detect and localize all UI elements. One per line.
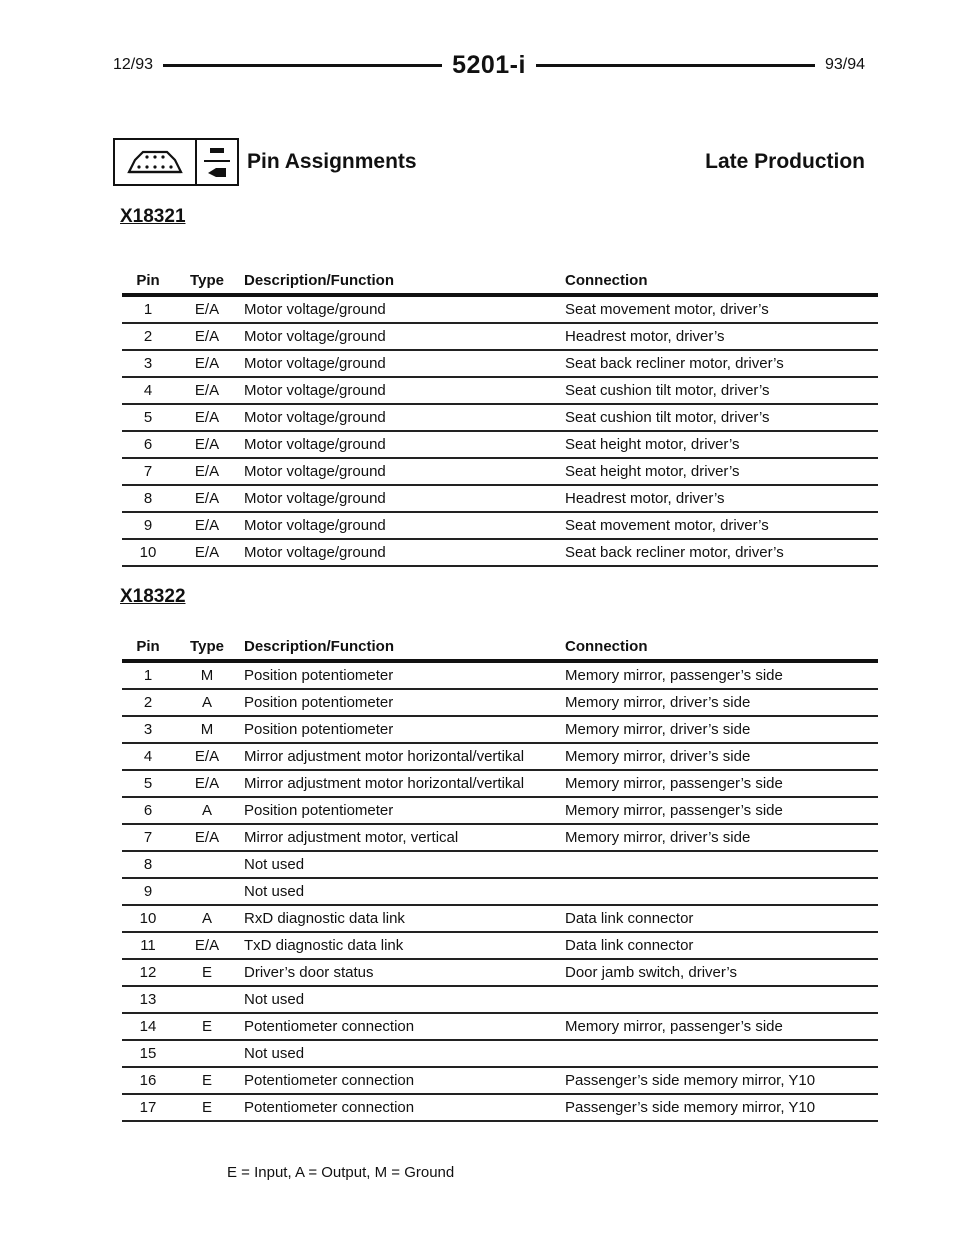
table-header (122, 633, 878, 661)
connection-cell: Data link connector (565, 910, 694, 927)
pin-cell: 13 (139, 991, 157, 1008)
description-cell: Driver’s door status (244, 964, 374, 981)
pin-cell: 7 (143, 829, 153, 846)
pin-cell: 9 (143, 517, 153, 534)
pin-cell: 5 (143, 775, 153, 792)
connection-cell: Memory mirror, passenger’s side (565, 1018, 783, 1035)
connection-cell: Seat movement motor, driver’s (565, 517, 769, 534)
pin-cell: 1 (143, 667, 153, 684)
table-row (122, 851, 878, 878)
pin-cell: 2 (143, 328, 153, 345)
connection-cell: Seat height motor, driver’s (565, 436, 740, 453)
col-type-header: Type (190, 637, 224, 655)
table-row (122, 905, 878, 932)
description-cell: Potentiometer connection (244, 1099, 415, 1116)
table-row (122, 743, 878, 770)
description-cell: Position potentiometer (244, 721, 394, 738)
pin-cell: 3 (143, 721, 153, 738)
connection-cell: Passenger’s side memory mirror, Y10 (565, 1099, 816, 1116)
pin-cell: 14 (139, 1018, 157, 1035)
type-cell: E/A (194, 382, 220, 399)
description-cell: Motor voltage/ground (244, 382, 386, 399)
pin-table-body (122, 661, 878, 1121)
pin-cell: 12 (139, 964, 157, 981)
pin-cell: 6 (143, 802, 153, 819)
table-row (122, 485, 878, 512)
car-diagnostic-icon (115, 140, 195, 184)
description-cell: Motor voltage/ground (244, 544, 386, 561)
connection-cell: Passenger’s side memory mirror, Y10 (565, 1072, 816, 1089)
description-cell: Not used (244, 856, 305, 873)
table-row (122, 377, 878, 404)
connection-cell: Headrest motor, driver’s (565, 328, 725, 345)
table-row (122, 959, 878, 986)
table-row (122, 824, 878, 851)
table-row (122, 797, 878, 824)
type-cell: E/A (194, 436, 220, 453)
description-cell: Motor voltage/ground (244, 436, 386, 453)
pin-cell: 4 (143, 382, 153, 399)
description-cell: Motor voltage/ground (244, 490, 386, 507)
pin-table-x18322 (122, 633, 878, 1122)
type-cell: A (201, 694, 212, 711)
table-header (122, 267, 878, 295)
description-cell: Position potentiometer (244, 802, 394, 819)
pin-cell: 10 (139, 544, 157, 561)
type-cell: E/A (194, 775, 220, 792)
description-cell: Not used (244, 883, 305, 900)
type-cell: E/A (194, 544, 220, 561)
table-row (122, 1040, 878, 1067)
connector-heading-x18321: X18321 (120, 206, 186, 227)
type-cell (174, 1040, 240, 1067)
col-pin-header: Pin (136, 271, 160, 289)
connection-cell: Memory mirror, driver’s side (565, 829, 751, 846)
table-row (122, 1013, 878, 1040)
type-cell: M (200, 667, 214, 684)
header-code: 5201-i (452, 50, 526, 79)
col-type-header: Type (190, 271, 224, 289)
header-right-date: 93/94 (824, 56, 866, 73)
type-cell: E/A (194, 409, 220, 426)
pin-cell: 7 (143, 463, 153, 480)
pin-cell: 5 (143, 409, 153, 426)
description-cell: Not used (244, 991, 305, 1008)
pin-cell: 1 (143, 301, 153, 318)
description-cell: Motor voltage/ground (244, 409, 386, 426)
description-cell: Not used (244, 1045, 305, 1062)
type-legend: E = Input, A = Output, M = Ground (227, 1164, 455, 1181)
description-cell: Position potentiometer (244, 667, 394, 684)
type-cell: E/A (194, 517, 220, 534)
connection-cell: Seat back recliner motor, driver’s (565, 355, 784, 372)
description-cell: Mirror adjustment motor horizontal/vertikal (244, 748, 525, 765)
description-cell: Motor voltage/ground (244, 355, 386, 372)
col-conn-header: Connection (565, 271, 648, 289)
connection-cell: Seat back recliner motor, driver’s (565, 544, 784, 561)
pin-cell: 17 (139, 1099, 157, 1116)
col-desc-header: Description/Function (244, 271, 394, 289)
type-cell: E/A (194, 829, 220, 846)
description-cell: Motor voltage/ground (244, 517, 386, 534)
type-cell (174, 851, 240, 878)
page-header (113, 50, 865, 80)
connection-cell: Data link connector (565, 937, 694, 954)
table-row (122, 458, 878, 485)
connection-cell: Memory mirror, driver’s side (565, 748, 751, 765)
title-row (113, 138, 865, 186)
connection-cell (565, 878, 878, 905)
type-cell: E/A (194, 490, 220, 507)
table-row (122, 661, 878, 689)
type-cell: E/A (194, 301, 220, 318)
pin-cell: 11 (140, 937, 156, 954)
table-row (122, 350, 878, 377)
connector-heading-x18322: X18322 (120, 586, 186, 607)
table-row (122, 512, 878, 539)
connection-cell (565, 851, 878, 878)
table-row (122, 716, 878, 743)
connection-cell: Headrest motor, driver’s (565, 490, 725, 507)
table-row (122, 770, 878, 797)
pin-cell: 8 (143, 856, 153, 873)
header-rule-right (536, 64, 815, 67)
table-row (122, 431, 878, 458)
col-pin-header: Pin (136, 637, 160, 655)
connection-cell: Memory mirror, driver’s side (565, 721, 751, 738)
description-cell: Motor voltage/ground (244, 328, 386, 345)
pin-cell: 3 (143, 355, 153, 372)
type-cell: E/A (194, 355, 220, 372)
connection-cell: Seat cushion tilt motor, driver’s (565, 382, 770, 399)
description-cell: Mirror adjustment motor, vertical (244, 829, 459, 846)
pin-table-body (122, 295, 878, 566)
pin-cell: 2 (143, 694, 153, 711)
table-row (122, 404, 878, 431)
connection-cell (565, 986, 878, 1013)
type-cell: E/A (194, 937, 220, 954)
pin-cell: 8 (143, 490, 153, 507)
section-icons (113, 138, 239, 186)
table-row (122, 539, 878, 566)
description-cell: TxD diagnostic data link (244, 937, 404, 954)
pin-cell: 10 (139, 910, 157, 927)
connection-cell: Memory mirror, passenger’s side (565, 667, 783, 684)
connection-cell: Memory mirror, driver’s side (565, 694, 751, 711)
connection-cell: Seat height motor, driver’s (565, 463, 740, 480)
pin-cell: 9 (143, 883, 153, 900)
type-cell: E (201, 964, 212, 981)
pin-cell: 15 (139, 1045, 157, 1062)
pin-cell: 16 (139, 1072, 157, 1089)
type-cell: E/A (194, 748, 220, 765)
table-row (122, 689, 878, 716)
col-desc-header: Description/Function (244, 637, 394, 655)
table-row (122, 932, 878, 959)
type-cell: E (201, 1099, 212, 1116)
table-row (122, 1094, 878, 1121)
description-cell: RxD diagnostic data link (244, 910, 405, 927)
type-cell: E/A (194, 328, 220, 345)
type-cell (174, 878, 240, 905)
pin-table-x18321 (122, 267, 878, 567)
connection-cell: Seat movement motor, driver’s (565, 301, 769, 318)
connection-cell: Seat cushion tilt motor, driver’s (565, 409, 770, 426)
table-row (122, 295, 878, 323)
connection-cell: Door jamb switch, driver’s (565, 964, 737, 981)
table-row (122, 323, 878, 350)
type-cell (174, 986, 240, 1013)
type-cell: A (201, 910, 212, 927)
header-rule-left (163, 64, 442, 67)
col-conn-header: Connection (565, 637, 648, 655)
type-cell: E (201, 1018, 212, 1035)
table-row (122, 986, 878, 1013)
description-cell: Motor voltage/ground (244, 301, 386, 318)
description-cell: Potentiometer connection (244, 1018, 415, 1035)
table-row (122, 878, 878, 905)
type-cell: M (200, 721, 214, 738)
type-cell: A (201, 802, 212, 819)
description-cell: Mirror adjustment motor horizontal/vertikal (244, 775, 525, 792)
table-row (122, 1067, 878, 1094)
pin-cell: 4 (143, 748, 153, 765)
pin-cell: 6 (143, 436, 153, 453)
description-cell: Position potentiometer (244, 694, 394, 711)
description-cell: Potentiometer connection (244, 1072, 415, 1089)
connection-cell: Memory mirror, passenger’s side (565, 802, 783, 819)
connection-cell (565, 1040, 878, 1067)
type-cell: E (201, 1072, 212, 1089)
page-title: Pin Assignments (247, 150, 417, 173)
production-label: Late Production (705, 150, 865, 173)
type-cell: E/A (194, 463, 220, 480)
header-left-date: 12/93 (113, 56, 154, 73)
description-cell: Motor voltage/ground (244, 463, 386, 480)
connection-cell: Memory mirror, passenger’s side (565, 775, 783, 792)
connector-pins-icon (195, 140, 237, 184)
